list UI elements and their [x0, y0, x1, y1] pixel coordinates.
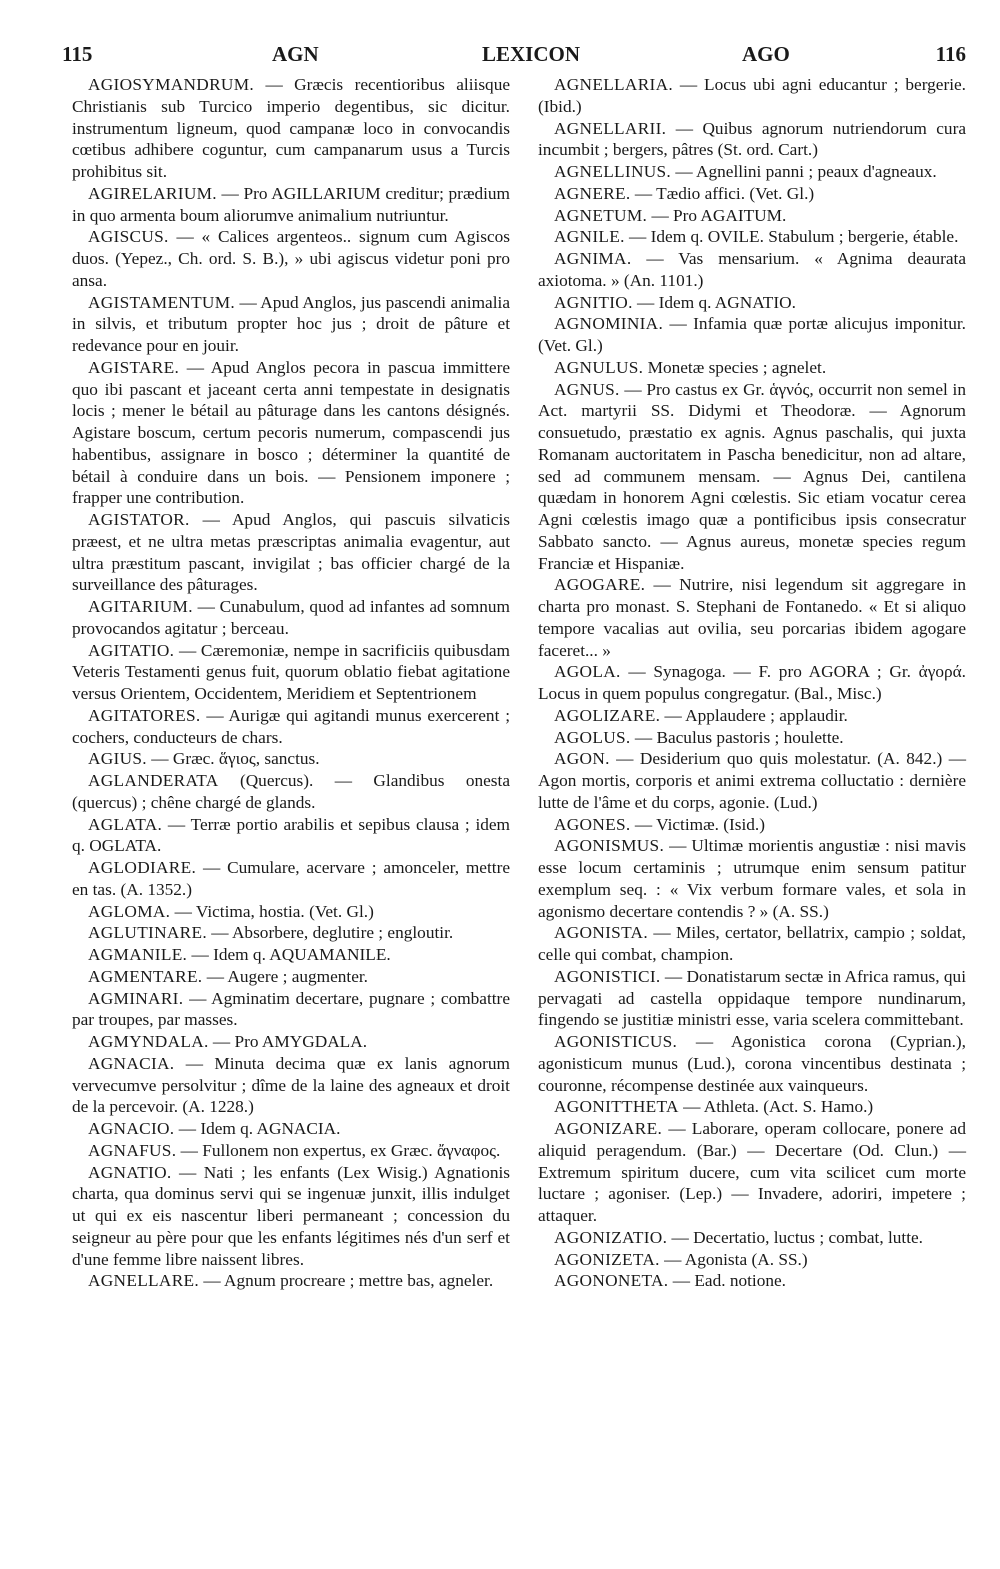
entry-definition: — Apud Anglos pecora in pascua immittere quo ibi pascant et jaceant certa anni tempestate in designatis locis ; mener le bétail au pâturage dans les cantons désignés. Agistare boscum, certum pecoris numerum, compascendi jus habentibus, assignare in bosco ; déterminer la quantité de bétail à conduire dans un bois. — Pensionem imponere ; frapper une contribution.	[72, 357, 510, 508]
entry-headword: AGOLA.	[554, 662, 621, 682]
entry-headword: AGONITTHETA	[554, 1097, 679, 1117]
entry-headword: AGONISTICI.	[554, 966, 661, 986]
entry-definition: — Miles, certator, bellatrix, campio ; soldat, celle qui combat, champion.	[538, 923, 966, 964]
entry-definition: — Ead. notione.	[668, 1271, 787, 1291]
entry-headword: AGOGARE.	[554, 575, 646, 595]
dictionary-entry	[538, 379, 966, 575]
entry-headword: AGNELLARIA.	[554, 75, 673, 94]
dictionary-entry	[538, 835, 966, 922]
entry-headword: AGNOMINIA.	[554, 314, 664, 334]
dictionary-entry	[538, 292, 966, 314]
entry-definition: — Athleta. (Act. S. Hamo.)	[678, 1097, 874, 1117]
entry-definition: — Nati ; les enfants (Lex Wisig.) Agnationis charta, qua dominus servi qui se ingenuæ junxit, illis indulget ut qui ex eis nascentur liberi permaneant ; concession du seigneur au père pour que les enfants légitimes nés d'un serf et d'une femme libre naissent libres.	[72, 1162, 510, 1269]
entry-headword: AGMINARI.	[88, 988, 184, 1008]
dictionary-entry	[72, 183, 510, 227]
entry-headword: AGNELLINUS.	[554, 162, 672, 181]
entry-headword: AGISCUS.	[88, 227, 169, 247]
entry-headword: AGLANDERATA	[88, 771, 219, 790]
entry-definition: — Idem q. OVILE. Stabulum ; bergerie, étable.	[624, 227, 959, 247]
dictionary-entry	[72, 1162, 510, 1271]
dictionary-entry	[72, 705, 510, 749]
dictionary-entry	[538, 313, 966, 357]
entry-definition: — Decertatio, luctus ; combat, lutte.	[667, 1227, 924, 1247]
dictionary-entry	[72, 509, 510, 596]
entry-headword: AGNELLARE.	[88, 1271, 199, 1291]
dictionary-entry	[72, 226, 510, 291]
dictionary-entry	[538, 183, 966, 205]
entry-headword: AGNIMA.	[554, 249, 632, 268]
dictionary-entry	[72, 944, 510, 966]
dictionary-entry	[538, 161, 966, 183]
entry-headword: AGONONETA.	[554, 1271, 669, 1291]
entry-definition: — Cæremoniæ, nempe in sacrificiis quibusdam Veteris Testamenti genus fuit, quorum oblatio fiebat agitatione versus Orientem, Occidentem, Meridiem et Septentrionem	[72, 640, 510, 703]
entry-definition: — Agnellini panni ; peaux d'agneaux.	[671, 162, 937, 181]
entry-headword: AGNACIO.	[88, 1119, 175, 1138]
dictionary-entry	[72, 1270, 510, 1292]
entry-definition: — Pro AMYGDALA.	[208, 1032, 368, 1051]
entry-definition: — Fullonem non expertus, ex Græc. ἄγναφος.	[176, 1140, 501, 1160]
entry-definition: — Synagoga. — F. pro AGORA ; Gr. ἀγορά. Locus in quem populus congregatur. (Bal., Misc.)	[538, 662, 966, 703]
entry-definition: — Absorbere, deglutire ; engloutir.	[206, 923, 454, 943]
entry-definition: — Donatistarum sectæ in Africa ramus, qui pervagati ad castella oppidaque tempore nundinarum, fingendo se justitiæ ministri esse, varia scelera committebant.	[538, 966, 966, 1030]
dictionary-entry	[538, 922, 966, 966]
entry-definition: — Nutrire, nisi legendum sit aggregare in charta pro monast. S. Stephani de Fontanedo. « Et si aliquo tempore vacalias aut ovilia, seu porcarias ibidem agogare faceret... »	[538, 575, 966, 660]
dictionary-entry	[72, 1140, 510, 1162]
entry-headword: AGNILE.	[554, 227, 625, 247]
right-guide-word: AGO	[742, 42, 790, 66]
dictionary-entry	[538, 814, 966, 836]
entry-headword: AGISTARE.	[88, 357, 180, 377]
entry-headword: AGOLIZARE.	[554, 705, 661, 725]
entry-definition: — Pro AGILLARIUM creditur; prædium in quo armenta boum aliorumve animalium nutriuntur.	[72, 183, 510, 225]
entry-headword: AGNETUM.	[554, 205, 648, 225]
entry-definition: (Quercus). — Glandibus onesta (quercus) ; chêne chargé de glands.	[72, 771, 510, 812]
dictionary-entry	[538, 1118, 966, 1227]
entry-headword: AGOLUS.	[554, 727, 631, 747]
dictionary-entry	[72, 1118, 510, 1140]
entry-headword: AGNULUS.	[554, 357, 644, 377]
entry-headword: AGITATIO.	[88, 640, 175, 660]
dictionary-entry	[538, 574, 966, 661]
dictionary-entry	[538, 748, 966, 813]
entry-headword: AGIUS.	[88, 749, 147, 769]
entry-definition: — Agminatim decertare, pugnare ; combattre par troupes, par masses.	[72, 988, 510, 1030]
dictionary-entry	[72, 292, 510, 357]
left-column	[72, 74, 510, 1292]
entry-definition: — Ultimæ morientis angustiæ : nisi mavis esse locum certaminis ; utrumque enim sensum patitur exemplum seq. : « Vix verbum formare vales, et sola in agonismo decertare contendis ? » (A. SS.)	[538, 836, 966, 921]
entry-definition: — Idem q. AQUAMANILE.	[187, 945, 391, 964]
entry-definition: — Infamia quæ portæ alicujus imponitur. (Vet. Gl.)	[538, 314, 966, 355]
entry-headword: AGLODIARE.	[88, 858, 197, 877]
dictionary-entry	[538, 1249, 966, 1271]
dictionary-entry	[538, 705, 966, 727]
entry-definition: — Apud Anglos, jus pascendi animalia in silvis, et tributum propter hoc jus ; droit de pâture et redevance pour en jouir.	[72, 292, 510, 355]
entry-headword: AGNATIO.	[88, 1162, 172, 1182]
entry-definition: — Augere ; augmenter.	[202, 966, 368, 986]
dictionary-entry	[538, 248, 966, 292]
entry-definition: Monetæ species ; agnelet.	[643, 357, 827, 377]
dictionary-entry	[72, 596, 510, 640]
dictionary-entry	[538, 1270, 966, 1292]
entry-headword: AGONISTA.	[554, 923, 648, 943]
entry-definition: — Victima, hostia. (Vet. Gl.)	[170, 901, 374, 921]
entry-headword: AGITARIUM.	[88, 597, 193, 616]
entry-definition: — Victimæ. (Isid.)	[630, 814, 766, 834]
entry-headword: AGNAFUS.	[88, 1140, 177, 1160]
dictionary-entry	[538, 1227, 966, 1249]
dictionary-entry	[72, 640, 510, 705]
dictionary-entry	[72, 814, 510, 858]
dictionary-entry	[538, 1031, 966, 1096]
entry-definition: — Agnum procreare ; mettre bas, agneler.	[199, 1271, 494, 1291]
entry-definition: — Cunabulum, quod ad infantes ad somnum provocandos agitatur ; berceau.	[72, 597, 510, 638]
lexicon-title: LEXICON	[482, 42, 581, 66]
entry-headword: AGONIZETA.	[554, 1249, 660, 1269]
dictionary-entry	[72, 1053, 510, 1118]
entry-headword: AGMENTARE.	[88, 966, 203, 986]
entry-definition: — Desiderium quo quis molestatur. (A. 842.) — Agon mortis, corporis et animi extrema colluctatio : dernière lutte de l'âme et du corps, agonie. (Lud.)	[538, 749, 966, 812]
entry-headword: AGONIZATIO.	[554, 1227, 668, 1247]
left-guide-word: AGN	[272, 42, 319, 66]
right-page-number: 116	[935, 42, 966, 66]
dictionary-entry	[72, 988, 510, 1032]
dictionary-entry	[538, 727, 966, 749]
entry-headword: AGIOSYMANDRUM.	[88, 75, 254, 94]
entry-headword: AGNUS.	[554, 379, 620, 399]
entry-definition: — « Calices argenteos.. signum cum Agiscos duos. (Yepez., Ch. ord. S. B.), » ubi agiscus videtur poni pro ansa.	[72, 227, 510, 290]
entry-headword: AGON.	[554, 749, 610, 769]
entry-headword: AGNERE.	[554, 183, 631, 203]
entry-headword: AGISTATOR.	[88, 510, 190, 529]
entry-definition: — Græcis recentioribus aliisque Christianis sub Turcico imperio degentibus, sic dicitur. instrumentum ligneum, quod campanæ loco in convocandis cœtibus adhibere coguntur, cum campanarum usus a Turcis prohibitus sit.	[72, 75, 510, 181]
entry-definition: — Tædio affici. (Vet. Gl.)	[630, 183, 815, 203]
entry-definition: — Idem q. AGNATIO.	[632, 292, 796, 312]
dictionary-entry	[72, 357, 510, 509]
entry-definition: — Agonista (A. SS.)	[659, 1249, 808, 1269]
entry-headword: AGMYNDALA.	[88, 1032, 209, 1051]
entry-headword: AGIRELARIUM.	[88, 183, 217, 203]
entry-headword: AGNELLARII.	[554, 118, 667, 138]
entry-headword: AGLATA.	[88, 814, 163, 834]
dictionary-entry	[72, 748, 510, 770]
dictionary-entry	[538, 661, 966, 705]
entry-definition: — Idem q. AGNACIA.	[174, 1119, 341, 1138]
dictionary-entry	[72, 770, 510, 814]
entry-headword: AGNITIO.	[554, 292, 633, 312]
entry-headword: AGNACIA.	[88, 1053, 175, 1073]
entry-definition: — Quibus agnorum nutriendorum cura incumbit ; bergers, pâtres (St. ord. Cart.)	[538, 118, 966, 160]
entry-definition: — Laborare, operam collocare, ponere ad aliquid peragendum. (Bar.) — Decertare (Od. Clun.) — Extremum spiritum ducere, cum vita scilicet cum morte luctare ; agoniser. (Lep.) — Invadere, adoriri, impetere ; attaquer.	[538, 1119, 966, 1225]
dictionary-entry	[538, 1096, 966, 1118]
right-column	[538, 74, 966, 1292]
entry-definition: — Baculus pastoris ; houlette.	[630, 727, 844, 747]
dictionary-entry	[72, 901, 510, 923]
entry-definition: — Pro castus ex Gr. ἁγνός, occurrit non semel in Act. martyrii SS. Didymi et Theodoræ. — Agnorum consuetudo, præstatio ex agnis. Agnus paschalis, qui juxta Romanam auctoritatem in Pascha benedicitur, non ad altare, sed ad communem mensam. — Agnus Dei, cantilena quædam in honorem Agni cœlestis. Sic etiam vocatur cerea Agni cœlestis imago quæ a pontificibus ipsis consecratur Sabbato sancto. — Agnus aureus, monetæ species regum Franciæ et Hispaniæ.	[538, 379, 966, 573]
entry-definition: — Græc. ἅγιος, sanctus.	[146, 749, 320, 769]
entry-definition: — Applaudere ; applaudir.	[660, 705, 848, 725]
dictionary-entry	[72, 966, 510, 988]
entry-headword: AGLUTINARE.	[88, 923, 207, 943]
dictionary-entry	[538, 118, 966, 162]
entry-definition: — Apud Anglos, qui pascuis silvaticis præest, et ne ultra metas præscriptas animalia evagentur, aut ultra præstitum pascant, invigilat ; bas officier chargé de la surveillance des pâturages.	[72, 510, 510, 595]
dictionary-entry	[72, 74, 510, 183]
entry-headword: AGONISTICUS.	[554, 1032, 678, 1051]
entry-headword: AGONISMUS.	[554, 836, 665, 856]
entry-definition: — Aurigæ qui agitandi munus exercerent ; cochers, conducteurs de chars.	[72, 705, 510, 747]
entry-definition: — Minuta decima quæ ex lanis agnorum vervecumve persolvitur ; dîme de la laine des agneaux et droit de la percevoir. (A. 1228.)	[72, 1053, 510, 1117]
dictionary-entry	[538, 205, 966, 227]
left-page-number: 115	[62, 42, 93, 66]
dictionary-entry	[72, 1031, 510, 1053]
entry-headword: AGONES.	[554, 814, 631, 834]
dictionary-entry	[538, 226, 966, 248]
dictionary-entry	[538, 357, 966, 379]
entry-headword: AGLOMA.	[88, 901, 171, 921]
dictionary-entry	[72, 857, 510, 901]
entry-definition: — Agonistica corona (Cyprian.), agonisticum munus (Lud.), corona vincentibus destinata ; couronne, récompense destinée aux vainqueurs.	[538, 1032, 966, 1095]
entry-headword: AGITATORES.	[88, 705, 201, 725]
entry-definition: — Terræ portio arabilis et sepibus clausa ; idem q. OGLATA.	[72, 814, 510, 856]
entry-definition: — Locus ubi agni educantur ; bergerie. (Ibid.)	[538, 75, 966, 116]
entry-definition: — Cumulare, acervare ; amonceler, mettre en tas. (A. 1352.)	[72, 858, 510, 899]
entry-headword: AGMANILE.	[88, 945, 188, 964]
entry-headword: AGISTAMENTUM.	[88, 292, 236, 312]
running-header	[62, 42, 966, 78]
dictionary-entry	[72, 922, 510, 944]
entry-definition: — Vas mensarium. « Agnima deaurata axiotoma. » (An. 1101.)	[538, 249, 966, 290]
entry-headword: AGONIZARE.	[554, 1119, 663, 1138]
dictionary-entry	[538, 966, 966, 1031]
entry-definition: — Pro AGAITUM.	[647, 205, 787, 225]
dictionary-entry	[538, 74, 966, 118]
